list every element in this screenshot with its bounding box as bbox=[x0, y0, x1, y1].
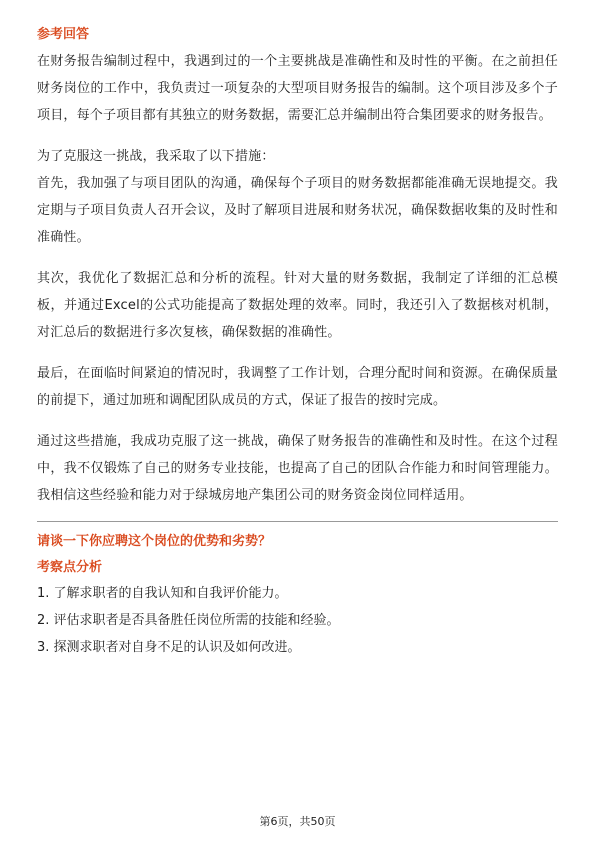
answer-paragraph-5: 通过这些措施，我成功克服了这一挑战，确保了财务报告的准确性和及时性。在这个过程中，我不仅锻炼了自己的财务专业技能，也提高了自己的团队合作能力和时间管理能力。我相信这些经验和能力对于绿城房地产集团公司的财务资金岗位同样适用。 bbox=[37, 434, 558, 503]
analysis-list bbox=[37, 580, 558, 661]
answer-paragraph-4: 最后，在面临时间紧迫的情况时，我调整了工作计划，合理分配时间和资源。在确保质量的前提下，通过加班和调配团队成员的方式，保证了报告的按时完成。 bbox=[37, 366, 558, 408]
answer-paragraph-2: 为了克服这一挑战，我采取了以下措施： 首先，我加强了与项目团队的沟通，确保每个子项目的财务数据都能准确无误地提交。我定期与子项目负责人召开会议，及时了解项目进展和财务状况，确保数据收集的及时性和准确性。 bbox=[37, 149, 558, 245]
list-item: 2. 评估求职者是否具备胜任岗位所需的技能和经验。 bbox=[37, 613, 340, 628]
answer-paragraph-3: 其次，我优化了数据汇总和分析的流程。针对大量的财务数据，我制定了详细的汇总模板，并通过Excel的公式功能提高了数据处理的效率。同时，我还引入了数据核对机制，对汇总后的数据进行多次复核，确保数据的准确性。 bbox=[37, 271, 558, 340]
document-page bbox=[37, 26, 558, 661]
analysis-heading: 考察点分析 bbox=[37, 560, 103, 575]
page-number: 第6页，共50页 bbox=[259, 815, 336, 828]
interview-question: 请谈一下你应聘这个岗位的优势和劣势？ bbox=[37, 534, 272, 549]
answer-paragraph-1: 在财务报告编制过程中，我遇到过的一个主要挑战是准确性和及时性的平衡。在之前担任财务岗位的工作中，我负责过一项复杂的大型项目财务报告的编制。这个项目涉及多个子项目，每个子项目都有其独立的财务数据，需要汇总并编制出符合集团要求的财务报告。 bbox=[37, 54, 558, 123]
section-divider bbox=[37, 521, 558, 522]
list-item: 1. 了解求职者的自我认知和自我评价能力。 bbox=[37, 586, 288, 601]
list-item: 3. 探测求职者对自身不足的认识及如何改进。 bbox=[37, 640, 301, 655]
reference-answer-heading: 参考回答 bbox=[37, 27, 90, 42]
